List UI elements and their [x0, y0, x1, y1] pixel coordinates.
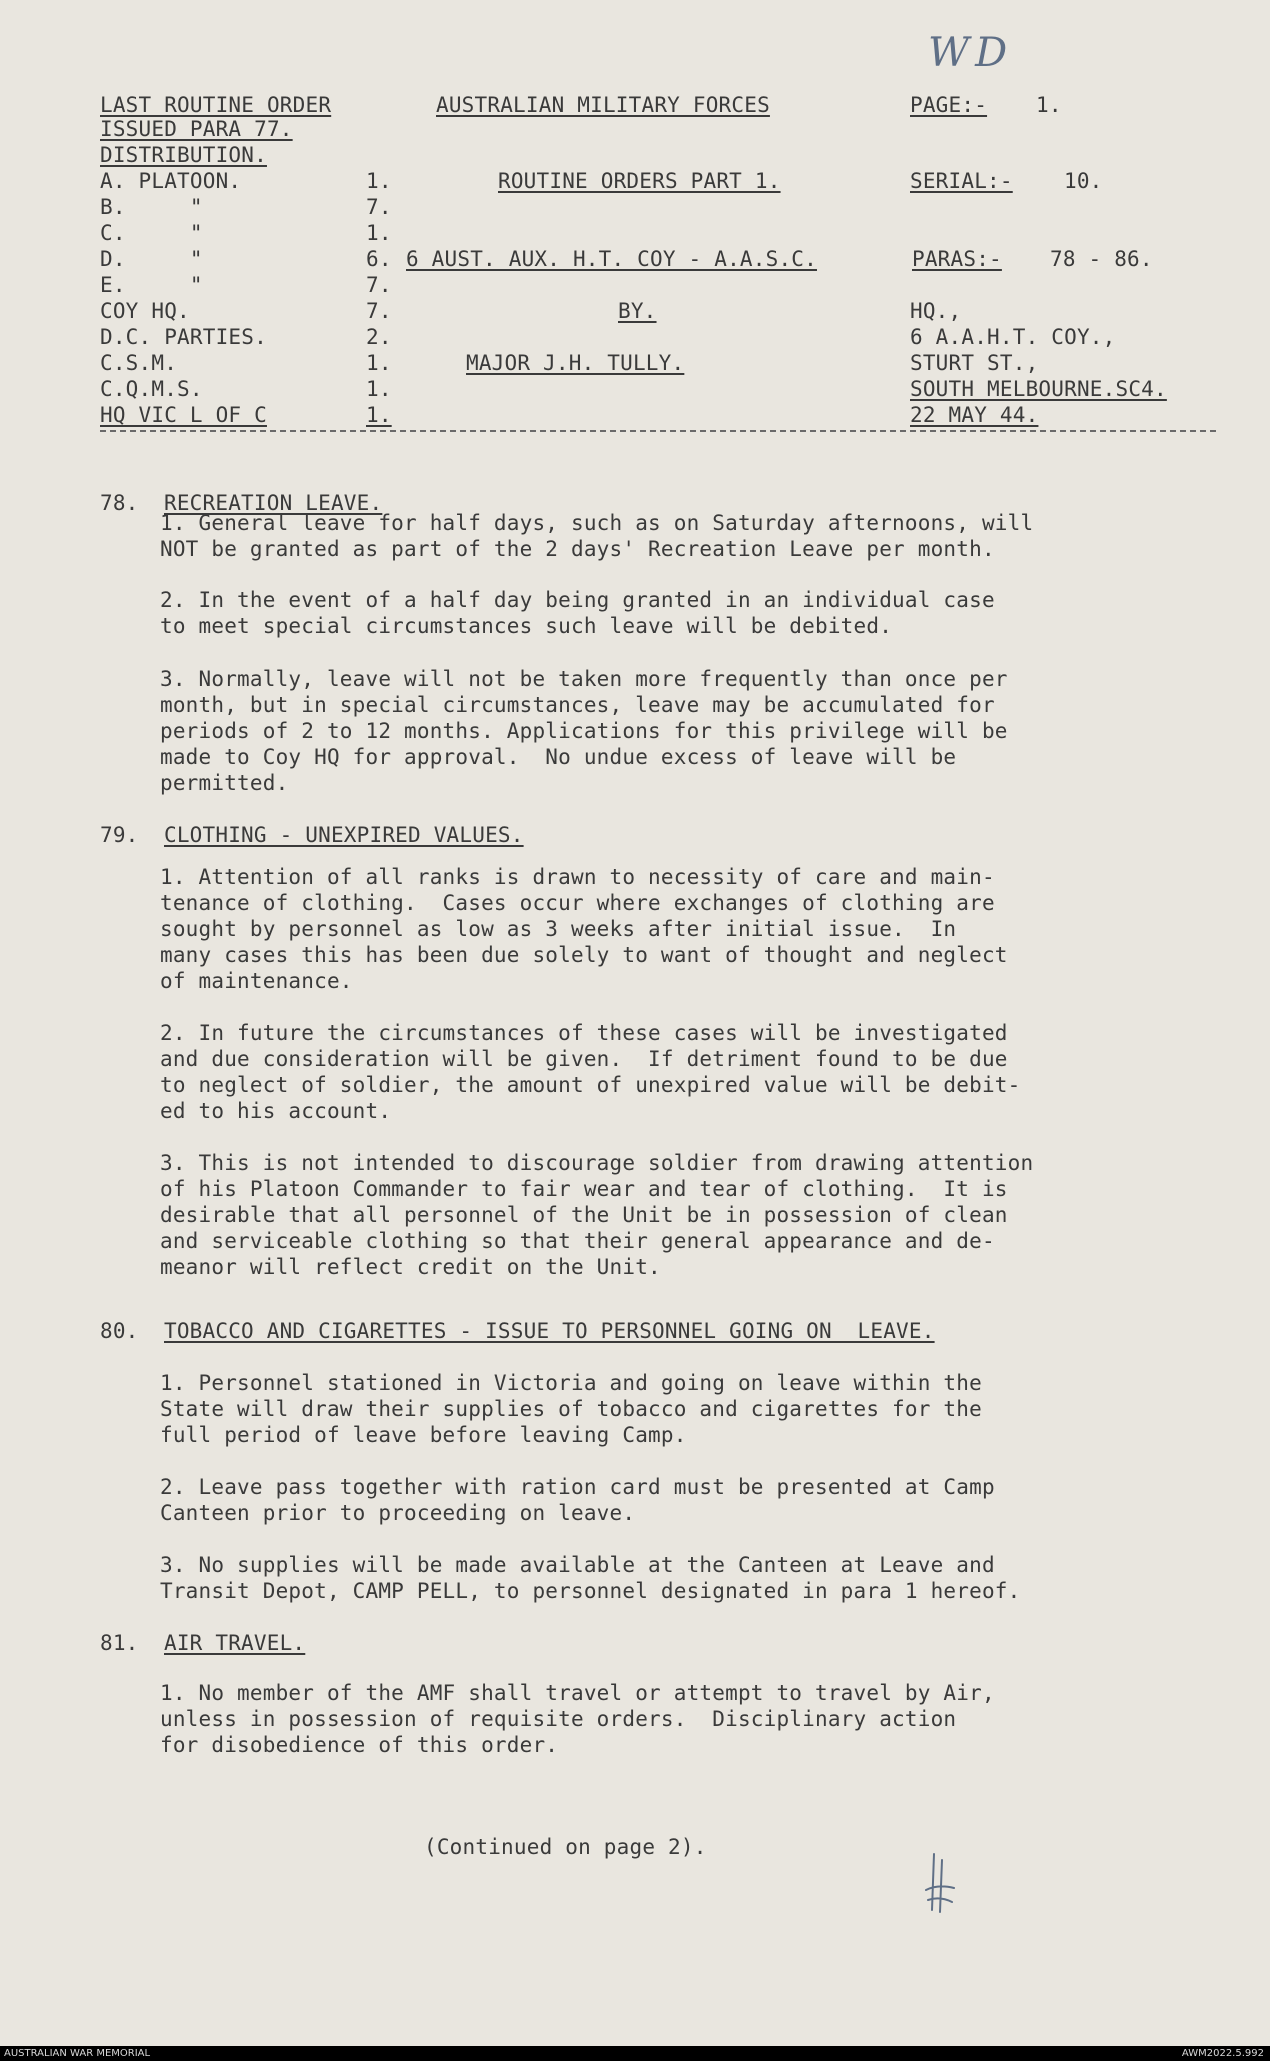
last-routine-order-label: LAST ROUTINE ORDER — [100, 93, 332, 117]
para-number: 81. — [100, 1631, 139, 1655]
para-line: and serviceable clothing so that their general appearance and de- — [160, 1229, 995, 1253]
para-line: 1. General leave for half days, such as on Saturday afternoons, will — [160, 511, 1034, 535]
para-heading: AIR TRAVEL. — [164, 1631, 306, 1655]
para-line: NOT be granted as part of the 2 days' Recreation Leave per month. — [160, 537, 995, 561]
organization-title: AUSTRALIAN MILITARY FORCES — [436, 93, 770, 117]
continued-note: (Continued on page 2). — [424, 1835, 707, 1859]
para-line: for disobedience of this order. — [160, 1733, 559, 1757]
para-number: 80. — [100, 1319, 139, 1343]
para-line: full period of leave before leaving Camp. — [160, 1423, 687, 1447]
serial-label: SERIAL:- — [910, 169, 1013, 193]
address-line: STURT ST., — [910, 351, 1039, 375]
distribution-count: 1. — [366, 351, 392, 375]
para-line: 1. Attention of all ranks is drawn to necessity of care and main- — [160, 865, 995, 889]
distribution-count: 1. — [366, 221, 392, 245]
para-line: meanor will reflect credit on the Unit. — [160, 1255, 661, 1279]
distribution-count: 7. — [366, 195, 392, 219]
para-line: Canteen prior to proceeding on leave. — [160, 1501, 636, 1525]
address-line: 6 A.A.H.T. COY., — [910, 325, 1116, 349]
distribution-heading: DISTRIBUTION. — [100, 143, 267, 167]
para-line: 3. Normally, leave will not be taken more frequently than once per — [160, 667, 1008, 691]
para-line: to neglect of soldier, the amount of unexpired value will be debit- — [160, 1073, 1021, 1097]
document-title: ROUTINE ORDERS PART 1. — [498, 169, 781, 193]
para-line: 2. In future the circumstances of these cases will be investigated — [160, 1021, 1008, 1045]
officer-name: MAJOR J.H. TULLY. — [466, 351, 685, 375]
handwritten-initials — [920, 1850, 960, 1920]
distribution-name: B. " — [100, 195, 203, 219]
distribution-count: 1. — [366, 403, 392, 427]
distribution-name: D. " — [100, 247, 203, 271]
para-line: ed to his account. — [160, 1099, 392, 1123]
para-line: permitted. — [160, 771, 289, 795]
para-line: many cases this has been due solely to want of thought and neglect — [160, 943, 1008, 967]
para-line: 3. This is not intended to discourage soldier from drawing attention — [160, 1151, 1034, 1175]
para-line: sought by personnel as low as 3 weeks after initial issue. In — [160, 917, 957, 941]
address-line: HQ., — [910, 299, 962, 323]
paras-label: PARAS:- — [912, 247, 1002, 271]
distribution-name: C.S.M. — [100, 351, 178, 375]
para-line: desirable that all personnel of the Unit be in possession of clean — [160, 1203, 1008, 1227]
distribution-name: E. " — [100, 273, 203, 297]
distribution-count: 2. — [366, 325, 392, 349]
distribution-count: 1. — [366, 169, 392, 193]
para-line: month, but in special circumstances, leave may be accumulated for — [160, 693, 995, 717]
distribution-name: C. " — [100, 221, 203, 245]
serial-number: 10. — [1064, 169, 1103, 193]
para-line: periods of 2 to 12 months. Applications for this privilege will be — [160, 719, 1008, 743]
header-divider — [100, 430, 1216, 432]
para-line: of maintenance. — [160, 969, 353, 993]
handwritten-annotation: WD — [928, 30, 1014, 76]
para-number: 78. — [100, 491, 139, 515]
page-label: PAGE:- — [910, 93, 988, 117]
para-line: 2. Leave pass together with ration card must be presented at Camp — [160, 1475, 995, 1499]
para-line: 2. In the event of a half day being granted in an individual case — [160, 588, 995, 612]
page-number: 1. — [1036, 93, 1062, 117]
paras-range: 78 - 86. — [1050, 247, 1153, 271]
footer-catalog-id: AWM2022.5.992 — [1181, 2048, 1264, 2059]
by-label: BY. — [618, 299, 657, 323]
para-line: 3. No supplies will be made available at the Canteen at Leave and — [160, 1553, 995, 1577]
address-line: SOUTH MELBOURNE.SC4. — [910, 377, 1167, 401]
distribution-count: 1. — [366, 377, 392, 401]
para-line: to meet special circumstances such leave will be debited. — [160, 614, 893, 638]
distribution-name: D.C. PARTIES. — [100, 325, 267, 349]
para-line: made to Coy HQ for approval. No undue excess of leave will be — [160, 745, 957, 769]
para-heading: RECREATION LEAVE. — [164, 491, 383, 515]
distribution-name: A. PLATOON. — [100, 169, 242, 193]
archive-footer — [0, 2046, 1270, 2061]
para-line: 1. Personnel stationed in Victoria and going on leave within the — [160, 1371, 982, 1395]
para-heading: TOBACCO AND CIGARETTES - ISSUE TO PERSONNEL GOING ON LEAVE. — [164, 1319, 935, 1343]
para-line: of his Platoon Commander to fair wear and tear of clothing. It is — [160, 1177, 1008, 1201]
para-line: Transit Depot, CAMP PELL, to personnel designated in para 1 hereof. — [160, 1579, 1021, 1603]
distribution-count: 7. — [366, 299, 392, 323]
distribution-name: C.Q.M.S. — [100, 377, 203, 401]
footer-institution: AUSTRALIAN WAR MEMORIAL — [4, 2048, 151, 2059]
para-line: unless in possession of requisite orders. Disciplinary action — [160, 1707, 957, 1731]
distribution-name: HQ VIC L OF C — [100, 403, 267, 427]
para-line: tenance of clothing. Cases occur where exchanges of clothing are — [160, 891, 995, 915]
para-line: 1. No member of the AMF shall travel or attempt to travel by Air, — [160, 1681, 995, 1705]
issued-para: ISSUED PARA 77. — [100, 117, 293, 141]
para-number: 79. — [100, 823, 139, 847]
para-line: and due consideration will be given. If detriment found to be due — [160, 1047, 1008, 1071]
para-line: State will draw their supplies of tobacco and cigarettes for the — [160, 1397, 982, 1421]
para-heading: CLOTHING - UNEXPIRED VALUES. — [164, 823, 524, 847]
document-date: 22 MAY 44. — [910, 403, 1039, 427]
unit-name: 6 AUST. AUX. H.T. COY - A.A.S.C. — [406, 247, 817, 271]
distribution-count: 6. — [366, 247, 392, 271]
distribution-count: 7. — [366, 273, 392, 297]
distribution-name: COY HQ. — [100, 299, 190, 323]
